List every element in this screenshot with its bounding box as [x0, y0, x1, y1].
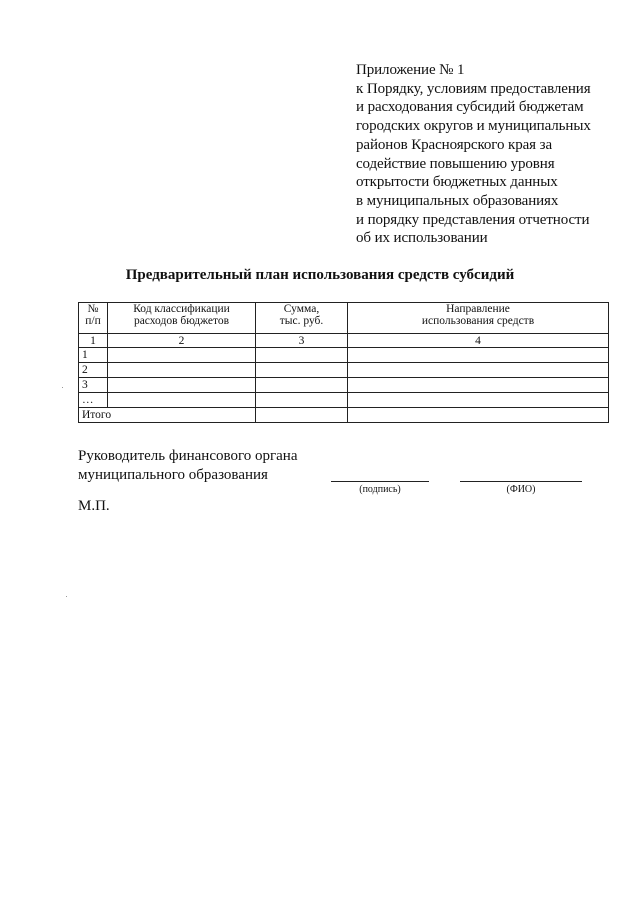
code-cell: [108, 393, 256, 408]
column-number-row: [79, 334, 609, 348]
total-label: Итого: [79, 408, 256, 423]
header-text: тыс. руб.: [279, 315, 324, 327]
header-text: Направление: [446, 303, 510, 315]
table-row: [79, 378, 609, 393]
signer-title: муниципального образования: [78, 467, 268, 483]
subsidy-plan-table: [78, 302, 609, 423]
appendix-line: в муниципальных образованиях: [356, 192, 559, 209]
appendix-line: содействие повышению уровня: [356, 155, 555, 172]
appendix-line: открытости бюджетных данных: [356, 174, 558, 191]
header-text: Сумма,: [283, 303, 320, 315]
signature-line: [331, 481, 429, 482]
table-header-row: [79, 303, 609, 334]
purpose-cell: [348, 348, 609, 363]
signer-block: [78, 447, 298, 485]
column-number: 2: [108, 334, 256, 348]
appendix-line: об их использовании: [356, 230, 488, 247]
stamp-label: М.П.: [78, 498, 110, 514]
name-line: [460, 481, 582, 482]
appendix-line: городских округов и муниципальных: [356, 118, 591, 135]
code-cell: [108, 378, 256, 393]
appendix-header: [356, 61, 626, 248]
header-cell-purpose: [348, 303, 609, 334]
total-row: [79, 408, 609, 423]
header-cell-number: [79, 303, 108, 334]
code-cell: [108, 348, 256, 363]
total-amount-cell: [256, 408, 348, 423]
header-text: расходов бюджетов: [133, 315, 230, 327]
appendix-line: к Порядку, условиям предоставления: [356, 80, 591, 97]
header-text: п/п: [85, 315, 101, 327]
row-number: …: [79, 393, 108, 408]
scan-speck: [62, 387, 63, 388]
appendix-line: Приложение № 1: [356, 62, 465, 78]
table-row: [79, 348, 609, 363]
signature-caption: (подпись): [359, 484, 401, 495]
name-caption: (ФИО): [506, 484, 536, 495]
appendix-line: и порядку представления отчетности: [356, 211, 590, 228]
purpose-cell: [348, 393, 609, 408]
table-row: [79, 363, 609, 378]
document-title: Предварительный план использования средств субсидий: [125, 267, 515, 283]
header-text: использования средств: [421, 315, 535, 327]
header-text: Код классификации: [133, 303, 230, 315]
column-number: 3: [256, 334, 348, 348]
table-row: [79, 393, 609, 408]
row-number: 2: [79, 363, 108, 378]
purpose-cell: [348, 378, 609, 393]
signer-title: Руководитель финансового органа: [78, 448, 298, 464]
scan-speck: [66, 596, 67, 597]
purpose-cell: [348, 363, 609, 378]
header-cell-code: [108, 303, 256, 334]
amount-cell: [256, 348, 348, 363]
amount-cell: [256, 378, 348, 393]
amount-cell: [256, 363, 348, 378]
header-cell-amount: [256, 303, 348, 334]
row-number: 3: [79, 378, 108, 393]
column-number: 4: [348, 334, 609, 348]
row-number: 1: [79, 348, 108, 363]
code-cell: [108, 363, 256, 378]
appendix-line: и расходования субсидий бюджетам: [356, 99, 584, 116]
header-text: №: [87, 303, 99, 315]
appendix-line: районов Красноярского края за: [356, 136, 552, 153]
total-purpose-cell: [348, 408, 609, 423]
amount-cell: [256, 393, 348, 408]
column-number: 1: [79, 334, 108, 348]
